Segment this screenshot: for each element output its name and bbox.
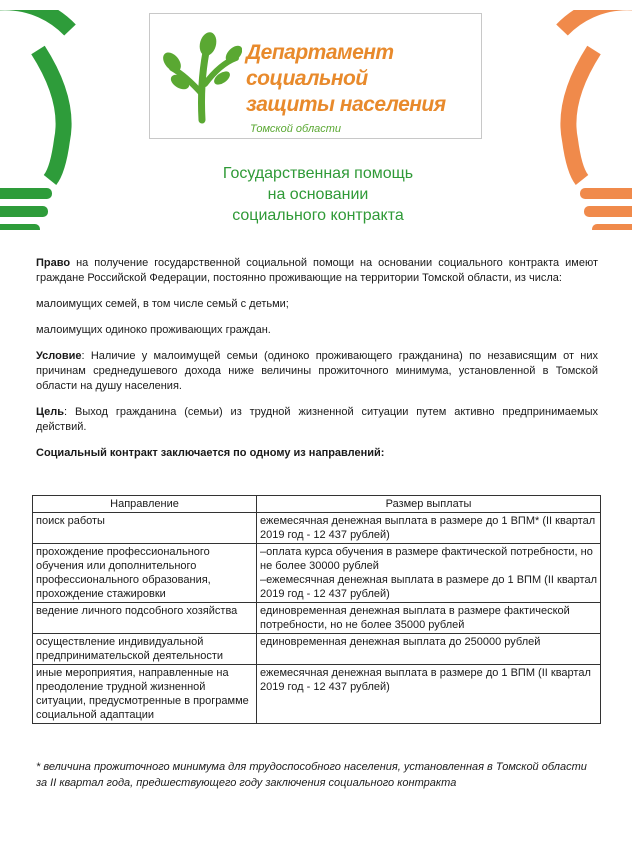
direction-cell: поиск работы bbox=[33, 513, 257, 544]
directions-table bbox=[32, 495, 601, 724]
direction-cell: прохождение профессионального обучения или дополнительного профессионального образования, прохождение стажировки bbox=[33, 544, 257, 603]
logo-title: Департамент социальной защиты населения bbox=[246, 41, 446, 116]
intro-paragraph: Право на получение государственной социальной помощи на основании социального контракта имеют граждане Российской Федерации, постоянно проживающие на территории Томской области, из числа: bbox=[36, 257, 598, 284]
payment-cell: ежемесячная денежная выплата в размере до 1 ВПМ (II квартал 2019 год - 12 437 рублей) bbox=[257, 665, 601, 724]
table-row bbox=[33, 665, 601, 724]
group-item: малоимущих одиноко проживающих граждан. bbox=[36, 324, 271, 336]
main-content bbox=[36, 256, 598, 472]
condition-paragraph: Условие: Наличие у малоимущей семьи (одиноко проживающего гражданина) по независящим от них причинам среднедушевого дохода ниже величины прожиточного минимума, установленной в Томской области на душу населения. bbox=[36, 350, 598, 392]
page-title: Государственная помощь на основании социального контракта bbox=[222, 165, 414, 224]
table-row bbox=[33, 544, 601, 603]
payment-cell: единовременная денежная выплата в размере фактической потребности, но не более 35000 рублей bbox=[257, 603, 601, 634]
orange-lightbulb-icon bbox=[540, 10, 632, 230]
payment-cell: –оплата курса обучения в размере фактической потребности, но не более 30000 рублей –ежемесячная денежная выплата в размере до 1 ВПМ (II квартал 2019 год - 12 437 рублей) bbox=[257, 544, 601, 603]
payment-cell: ежемесячная денежная выплата в размере до 1 ВПМ* (II квартал 2019 год - 12 437 рублей) bbox=[257, 513, 601, 544]
sprout-logo-icon bbox=[158, 24, 242, 124]
group-item: малоимущих семей, в том числе семьй с детьми; bbox=[36, 298, 289, 310]
direction-cell: ведение личного подсобного хозяйства bbox=[33, 603, 257, 634]
logo-region: Томской области bbox=[250, 123, 342, 135]
table-row bbox=[33, 634, 601, 665]
goal-paragraph: Цель: Выход гражданина (семьи) из трудной жизненной ситуации путем активно предпринимаемых действий. bbox=[36, 406, 598, 433]
department-logo bbox=[149, 13, 482, 139]
table-header-row bbox=[33, 496, 601, 513]
table-row bbox=[33, 513, 601, 544]
direction-cell: иные мероприятия, направленные на преодоление трудной жизненной ситуации, предусмотренные в программе социальной адаптации bbox=[33, 665, 257, 724]
header-payment: Размер выплаты bbox=[257, 496, 601, 513]
footnote: * величина прожиточного минимума для трудоспособного населения, установленная в Томской области за II квартал года, предшествующего году заключения социального контракта bbox=[36, 761, 587, 789]
table-title: Социальный контракт заключается по одному из направлений: bbox=[36, 447, 385, 459]
direction-cell: осуществление индивидуальной предпринимательской деятельности bbox=[33, 634, 257, 665]
green-lightbulb-icon bbox=[0, 10, 92, 230]
payment-cell: единовременная денежная выплата до 250000 рублей bbox=[257, 634, 601, 665]
header-direction: Направление bbox=[33, 496, 257, 513]
table-row bbox=[33, 603, 601, 634]
